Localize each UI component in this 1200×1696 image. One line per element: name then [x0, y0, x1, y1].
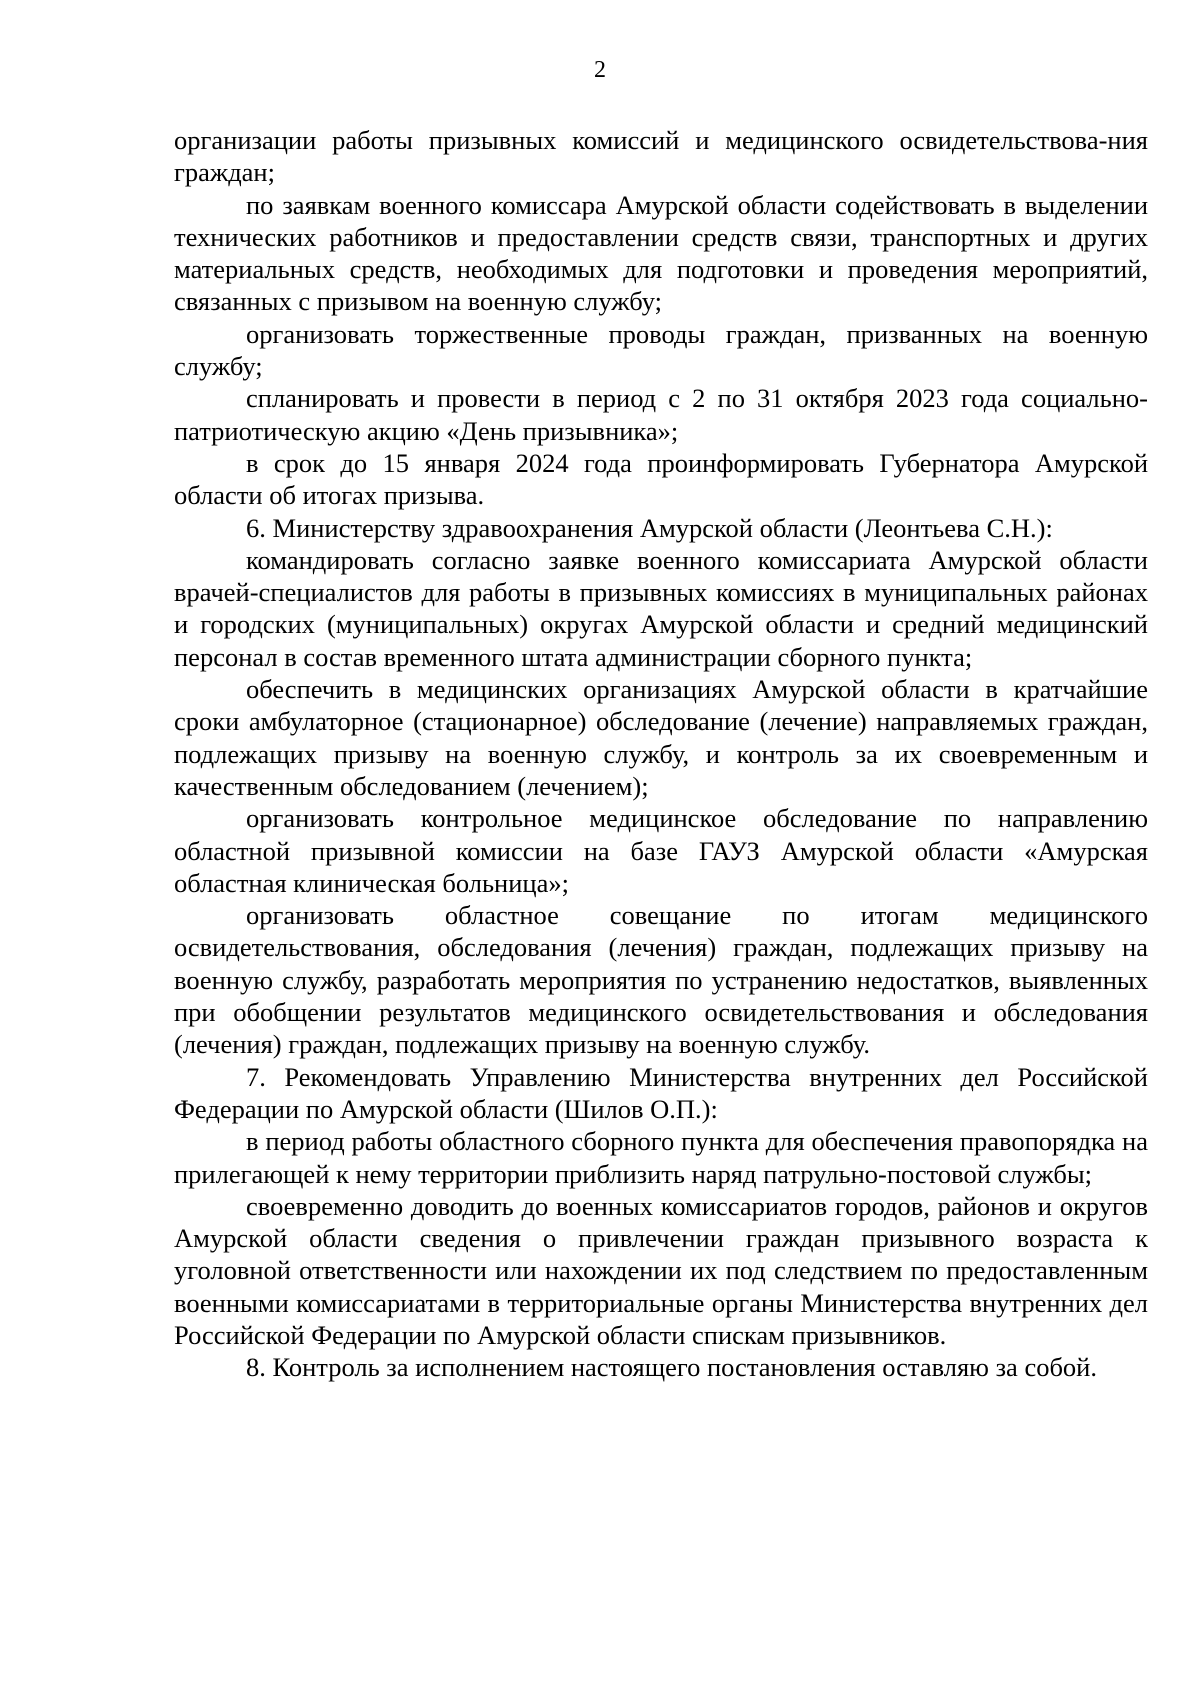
section-8-paragraph: 8. Контроль за исполнением настоящего постановления оставляю за собой. [246, 1352, 1097, 1383]
paragraph-2: по заявкам военного комиссара Амурской области содействовать в выделении технических работников и предоставлении средств связи, транспортных и других материальных средств, необходимых для подготовки и проведения мероприятий, связанных с призывом на военную службу; [174, 189, 1148, 317]
paragraph-13: своевременно доводить до военных комиссариатов городов, районов и округов Амурской области сведения о привлечении граждан призывного возраста к уголовной ответственности или нахождении их под следствием по предоставленным военными комиссариатами в территориальные органы Министерства внутренних дел Российской Федерации по Амурской области спискам призывников. [174, 1190, 1148, 1350]
paragraph-8: обеспечить в медицинских организациях Амурской области в кратчайшие сроки амбулаторное (стационарное) обследование (лечение) направляемых граждан, подлежащих призыву на военную службу, и контроль за их своевременным и качественным обследованием (лечением); [174, 674, 1148, 801]
paragraph-5: в срок до 15 января 2024 года проинформировать Губернатора Амурской области об итогах призыва. [174, 447, 1148, 511]
paragraph-3: организовать торжественные проводы граждан, призванных на военную службу; [174, 318, 1148, 382]
paragraph-12: в период работы областного сборного пункта для обеспечения правопорядка на прилегающей к нему территории приблизить наряд патрульно-постовой службы; [174, 1126, 1148, 1189]
section-6-heading: 6. Министерству здравоохранения Амурской области (Леонтьева С.Н.): [246, 512, 1053, 543]
paragraph-9: организовать контрольное медицинское обследование по направлению областной призывной комиссии на базе ГАУЗ Амурской области «Амурская областная клиническая больница»; [174, 803, 1148, 898]
section-7-heading: 7. Рекомендовать Управлению Министерства внутренних дел Российской Федерации по Амурской области (Шилов О.П.): [174, 1061, 1148, 1124]
paragraph-7: командировать согласно заявке военного комиссариата Амурской области врачей-специалистов для работы в призывных комиссиях в муниципальных районах и городских (муниципальных) округах Амурской области и средний медицинский персонал в состав временного штата администрации сборного пункта; [174, 544, 1148, 672]
paragraph-4: спланировать и провести в период с 2 по 31 октября 2023 года социально-патриотическую акцию «День призывника»; [174, 383, 1148, 446]
page-number: 2 [594, 57, 606, 83]
document-body [174, 124, 1148, 1384]
paragraph-1: организации работы призывных комиссий и медицинского освидетельствова-ния граждан; [174, 125, 1148, 188]
paragraph-10: организовать областное совещание по итогам медицинского освидетельствования, обследования (лечения) граждан, подлежащих призыву на военную службу, разработать мероприятия по устранению недостатков, выявленных при обобщении результатов медицинского освидетельствования и обследования (лечения) граждан, подлежащих призыву на военную службу. [174, 900, 1148, 1060]
